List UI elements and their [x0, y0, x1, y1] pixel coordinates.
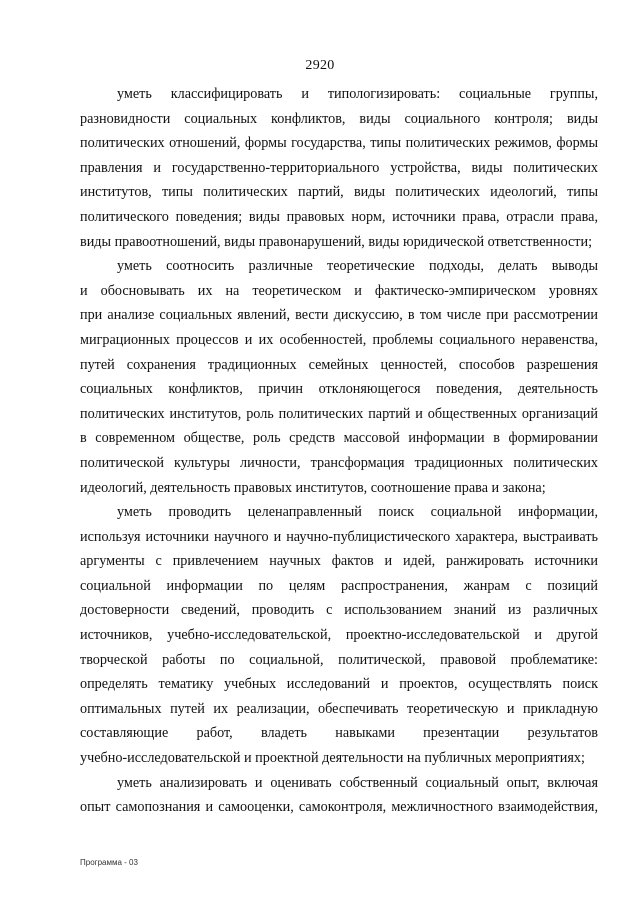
paragraph-2: [80, 254, 598, 500]
body-text: [80, 82, 598, 820]
text-line: достоверности сведений, проводить с использованием знаний из различных: [80, 602, 598, 619]
text-line: составляющие работ, владеть навыками презентации результатов: [80, 725, 598, 742]
text-line: в современном обществе, роль средств массовой информации в формировании: [80, 430, 598, 447]
text-line: учебно-исследовательской и проектной деятельности на публичных мероприятиях;: [80, 750, 585, 767]
text-line: миграционных процессов и их особенностей, проблемы социального неравенства,: [80, 331, 598, 348]
text-line: уметь классифицировать и типологизировать: социальные группы,: [117, 86, 598, 102]
text-line: виды правоотношений, виды правонарушений, виды юридической ответственности;: [80, 233, 593, 250]
paragraph-4: [80, 771, 598, 820]
text-line: при анализе социальных явлений, вести дискуссию, в том числе при рассмотрении: [80, 307, 598, 324]
text-line: уметь анализировать и оценивать собственный социальный опыт, включая: [117, 774, 598, 791]
text-line: правления и государственно-территориального устройства, виды политических: [80, 159, 598, 176]
text-line: уметь соотносить различные теоретические подходы, делать выводы: [117, 258, 598, 275]
paragraph-3: [80, 500, 598, 771]
text-line: институтов, типы политических партий, виды политических идеологий, типы: [80, 184, 598, 201]
text-line: определять тематику учебных исследований и проектов, осуществлять поиск: [80, 676, 598, 693]
text-line: разновидности социальных конфликтов, виды социального контроля; виды: [80, 110, 598, 127]
text-line: идеологий, деятельность правовых институтов, соотношение права и закона;: [80, 479, 546, 496]
paragraph-1: [80, 82, 598, 254]
text-line: социальной информации по целям распространения, жанрам с позиций: [80, 577, 598, 594]
text-line: опыт самопознания и самооценки, самоконтроля, межличностного взаимодействия,: [80, 799, 598, 816]
text-line: используя источники научного и научно-публицистического характера, выстраивать: [80, 528, 598, 545]
text-line: путей сохранения традиционных семейных ценностей, способов разрешения: [80, 356, 598, 373]
text-line: политического поведения; виды правовых норм, источники права, отрасли права,: [80, 208, 598, 225]
text-line: социальных конфликтов, причин отклоняющегося поведения, деятельность: [80, 381, 598, 398]
text-line: творческой работы по социальной, политической, правовой проблематике:: [80, 651, 598, 668]
text-line: источников, учебно-исследовательской, проектно-исследовательской и другой: [80, 627, 598, 644]
text-line: политической культуры личности, трансформация традиционных политических: [80, 454, 598, 471]
text-line: оптимальных путей их реализации, обеспечивать теоретическую и прикладную: [80, 700, 598, 717]
page-footer: Программа - 03: [80, 858, 138, 867]
text-line: аргументы с привлечением научных фактов и идей, ранжировать источники: [80, 553, 598, 570]
text-line: уметь проводить целенаправленный поиск социальной информации,: [117, 504, 598, 521]
text-line: политических отношений, формы государства, типы политических режимов, формы: [80, 135, 598, 152]
text-line: политических институтов, роль политических партий и общественных организаций: [80, 405, 598, 422]
text-line: и обосновывать их на теоретическом и фактическо-эмпирическом уровнях: [80, 282, 598, 299]
page-number: 2920: [305, 58, 335, 73]
